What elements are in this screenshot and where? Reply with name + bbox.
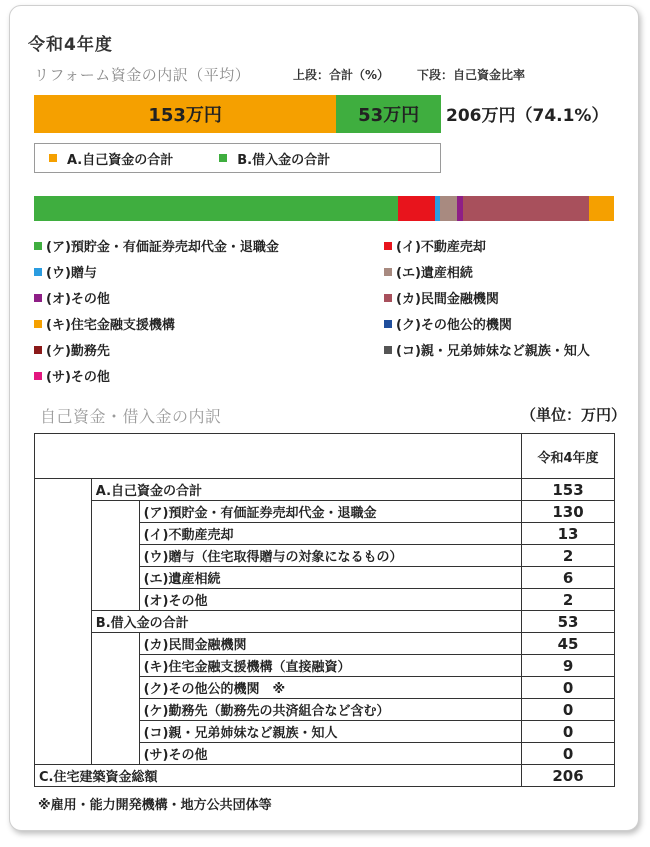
stack-segment — [440, 196, 457, 221]
row-value: 0 — [522, 721, 615, 743]
legend-label: (オ)その他 — [46, 292, 110, 307]
legend-swatch-loans — [219, 154, 227, 162]
breakdown-title: 自己資金・借入金の内訳 — [40, 407, 222, 426]
row-label: (オ)その他 — [139, 589, 521, 611]
legend-label: (サ)その他 — [46, 370, 110, 385]
row-value: 2 — [522, 545, 615, 567]
source-stack-bar — [34, 196, 614, 221]
legend-label: (イ)不動産売却 — [396, 240, 486, 255]
row-label: (ク)その他公的機関 ※ — [139, 677, 521, 699]
source-legend-item — [384, 288, 499, 307]
table-row — [35, 765, 615, 787]
source-legend-item — [384, 236, 486, 255]
table-header-row — [35, 434, 615, 479]
legend-item-loans — [219, 149, 330, 168]
row-label: (キ)住宅金融支援機構（直接融資） — [139, 655, 521, 677]
table-row — [35, 501, 615, 523]
row-label: (サ)その他 — [139, 743, 521, 765]
legend-swatch — [34, 372, 42, 380]
subtitle-row — [34, 64, 526, 84]
stack-segment — [398, 196, 434, 221]
column-header-year: 令和4年度 — [522, 434, 615, 479]
legend-swatch — [34, 320, 42, 328]
stack-segment — [34, 196, 398, 221]
row-value: 6 — [522, 567, 615, 589]
legend-label: (ア)預貯金・有価証券売却代金・退職金 — [46, 240, 279, 255]
row-value: 153 — [522, 479, 615, 501]
source-legend-item — [34, 340, 110, 359]
legend-label: (ク)その他公的機関 — [396, 318, 512, 333]
indent-cell — [91, 633, 139, 765]
unit-label: （単位：万円） — [521, 406, 627, 424]
legend-item-self-funds — [49, 149, 173, 168]
source-legend-item — [34, 262, 97, 281]
legend-label: (エ)遺産相続 — [396, 266, 473, 281]
row-label: (ウ)贈与（住宅取得贈与の対象になるもの） — [139, 545, 521, 567]
row-value: 9 — [522, 655, 615, 677]
row-value: 2 — [522, 589, 615, 611]
row-label: (エ)遺産相続 — [139, 567, 521, 589]
source-legend-item — [34, 314, 175, 333]
stack-segment — [463, 196, 589, 221]
legend-swatch — [384, 320, 392, 328]
legend-swatch — [384, 268, 392, 276]
legend-swatch — [384, 346, 392, 354]
row-label: (コ)親・兄弟姉妹など親族・知人 — [139, 721, 521, 743]
table-row — [35, 611, 615, 633]
source-legend-item — [384, 340, 590, 359]
bar-segment-label: 153万円 — [148, 105, 222, 126]
source-legend-item — [34, 288, 110, 307]
breakdown-table — [34, 433, 615, 787]
ab-legend — [34, 143, 441, 173]
total-label: 206万円（74.1%） — [446, 106, 609, 126]
row-label: C.住宅建築資金総額 — [35, 765, 522, 787]
source-legend-item — [384, 314, 512, 333]
year-title: 令和4年度 — [28, 35, 113, 55]
row-label: A.自己資金の合計 — [91, 479, 521, 501]
indent-cell — [91, 501, 139, 611]
source-legend-item — [34, 236, 279, 255]
row-value: 206 — [522, 765, 615, 787]
legend-label: (コ)親・兄弟姉妹など親族・知人 — [396, 344, 590, 359]
legend-label-loans: B.借入金の合計 — [237, 152, 331, 168]
legend-swatch — [34, 294, 42, 302]
note-lower: 下段：自己資金比率 — [417, 68, 526, 82]
legend-label: (キ)住宅金融支援機構 — [46, 318, 175, 333]
legend-swatch — [34, 242, 42, 250]
row-label: (ケ)勤務先（勤務先の共済組合など含む） — [139, 699, 521, 721]
row-label: B.借入金の合計 — [91, 611, 521, 633]
row-label: (ア)預貯金・有価証券売却代金・退職金 — [139, 501, 521, 523]
bar-segment-loans — [336, 95, 441, 133]
bar-segment-self-funds — [34, 95, 336, 133]
row-value: 0 — [522, 743, 615, 765]
row-label: (イ)不動産売却 — [139, 523, 521, 545]
row-value: 45 — [522, 633, 615, 655]
funding-split-bar — [34, 95, 441, 133]
legend-swatch — [384, 294, 392, 302]
table-row — [35, 479, 615, 501]
bar-segment-label: 53万円 — [358, 105, 420, 126]
legend-label-self-funds: A.自己資金の合計 — [67, 152, 174, 168]
legend-swatch — [34, 268, 42, 276]
row-label: (カ)民間金融機関 — [139, 633, 521, 655]
legend-label: (ウ)贈与 — [46, 266, 97, 281]
row-value: 0 — [522, 677, 615, 699]
row-value: 13 — [522, 523, 615, 545]
source-legend-item — [384, 262, 473, 281]
note-upper: 上段：合計（%） — [293, 68, 390, 82]
indent-cell — [35, 479, 92, 765]
legend-swatch — [34, 346, 42, 354]
chart-subtitle: リフォーム資金の内訳（平均） — [34, 66, 251, 84]
header-blank-cell — [35, 434, 522, 479]
footnote: ※雇用・能力開発機構・地方公共団体等 — [38, 798, 272, 813]
legend-label: (ケ)勤務先 — [46, 344, 110, 359]
row-value: 130 — [522, 501, 615, 523]
row-value: 0 — [522, 699, 615, 721]
table-row — [35, 633, 615, 655]
legend-swatch-self-funds — [49, 154, 57, 162]
stack-segment — [589, 196, 614, 221]
legend-swatch — [384, 242, 392, 250]
row-value: 53 — [522, 611, 615, 633]
source-legend-item — [34, 366, 110, 385]
legend-label: (カ)民間金融機関 — [396, 292, 499, 307]
